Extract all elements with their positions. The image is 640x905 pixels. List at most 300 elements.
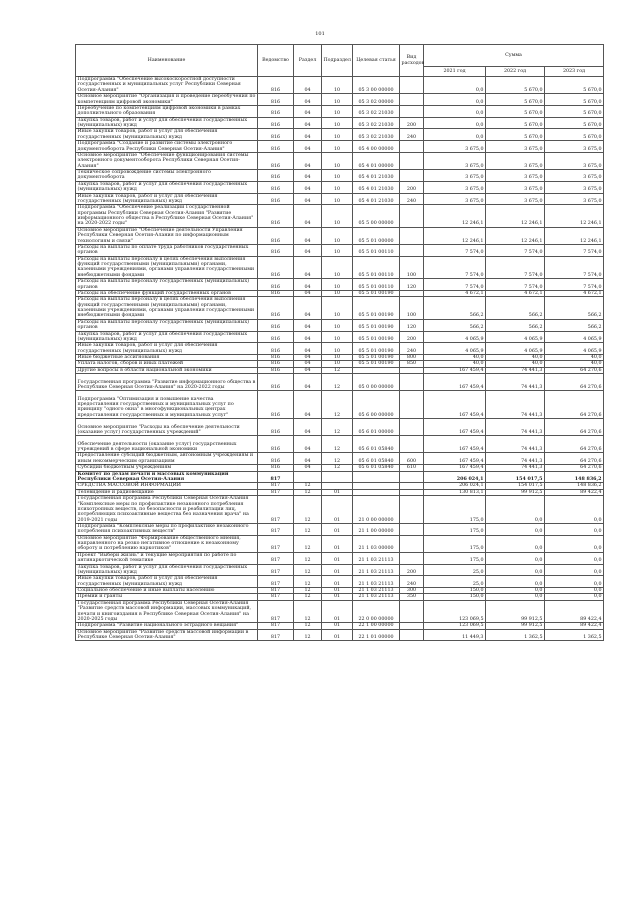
cell-sum-year-2: 0,0 [486,564,545,576]
table-row [76,600,604,623]
cell-name: Подпрограмма "Комплексные меры по профилактике незаконного потребления психоактивных веществ" [76,523,258,535]
cell-name: Проект "Выбери жизнь" и текущие мероприятия по работе по антинаркотической тематике [76,552,258,564]
cell-subsection: 12 [322,367,353,373]
cell-expense-type [400,141,424,153]
cell-target: 05 4 01 00000 [353,152,400,169]
table-row [76,290,604,296]
cell-name: Расходы на выплаты по оплате труда работников государственных органов [76,244,258,256]
header-year-3: 2023 год [545,67,604,77]
cell-target: 05 5 01 00190 [353,355,400,361]
table-row [76,256,604,279]
cell-sum-year-2: 74 441,3 [486,436,545,453]
table-row [76,297,604,320]
cell-sum-year-1: 130 813,1 [424,489,486,495]
cell-subsection: 01 [322,564,353,576]
cell-sum-year-3: 64 270,6 [545,453,604,465]
cell-sum-year-2: 74 441,3 [486,367,545,373]
cell-sum-year-3: 0,0 [545,594,604,600]
cell-name: Телевидение и радиовещание [76,489,258,495]
cell-expense-type [400,523,424,535]
cell-ministry: 816 [258,343,294,355]
cell-sum-year-3: 40,0 [545,361,604,367]
cell-sum-year-2: 0,0 [486,496,545,524]
cell-subsection: 12 [322,374,353,391]
cell-ministry: 816 [258,374,294,391]
cell-section: 04 [294,129,322,141]
cell-name: Государственная программа Республики Северная Осетия-Алания "Развитие средств массовой информации, массовых коммуникаций, печати и книгоиздания в Республике Северная Осетия-Алания" на 2020-2025 годы [76,600,258,623]
cell-ministry: 816 [258,152,294,169]
cell-name: Закупка товаров, работ и услуг для обеспечения государственных (муниципальных) нужд [76,181,258,193]
header-target: Целевая статья [353,45,400,77]
cell-ministry: 816 [258,367,294,373]
cell-expense-type: 800 [400,355,424,361]
cell-sum-year-2: 3 675,0 [486,181,545,193]
cell-target: 21 1 03 21113 [353,552,400,564]
cell-sum-year-1: 25,0 [424,576,486,588]
cell-subsection: 10 [322,290,353,296]
cell-sum-year-3: 64 270,6 [545,419,604,436]
cell-sum-year-1: 167 459,4 [424,367,486,373]
cell-section: 12 [294,489,322,495]
cell-sum-year-1: 175,0 [424,552,486,564]
cell-ministry: 816 [258,419,294,436]
cell-ministry: 816 [258,391,294,419]
cell-ministry: 816 [258,465,294,471]
cell-section: 04 [294,374,322,391]
cell-sum-year-2: 4 065,9 [486,343,545,355]
cell-section: 04 [294,117,322,129]
page-number: 101 [315,31,325,37]
cell-ministry: 817 [258,576,294,588]
cell-sum-year-2: 74 441,3 [486,374,545,391]
cell-sum-year-3: 3 675,0 [545,152,604,169]
cell-subsection: 01 [322,594,353,600]
cell-sum-year-1: 123 069,5 [424,600,486,623]
cell-ministry: 816 [258,290,294,296]
cell-sum-year-3: 64 270,6 [545,436,604,453]
cell-expense-type [400,535,424,552]
cell-sum-year-2: 74 441,3 [486,465,545,471]
cell-subsection: 10 [322,256,353,279]
table-row [76,471,604,483]
cell-ministry: 816 [258,297,294,320]
table-row [76,279,604,291]
cell-subsection: 12 [322,391,353,419]
cell-subsection: 01 [322,496,353,524]
cell-sum-year-3: 12 246,1 [545,205,604,228]
cell-ministry: 817 [258,594,294,600]
cell-section: 04 [294,227,322,244]
cell-expense-type: 120 [400,279,424,291]
cell-ministry: 817 [258,629,294,641]
cell-target: 05 5 01 00000 [353,227,400,244]
cell-subsection: 12 [322,436,353,453]
cell-target: 21 1 03 00000 [353,535,400,552]
cell-ministry: 816 [258,77,294,94]
cell-ministry: 816 [258,181,294,193]
header-year-2: 2022 год [486,67,545,77]
cell-target: 05 5 01 00110 [353,279,400,291]
cell-name: Основное мероприятие "Организация и проведение переобучения по компетенциям цифровой экономики" [76,94,258,106]
cell-name: Основное мероприятие "Формирование общественного мнения, направленного на резко негативное отношение к незаконному обороту и потреблению наркотиков" [76,535,258,552]
cell-name: Государственная программа Республики Северная Осетия-Алания "Комплексные меры по профилактике незаконного потребления психотропных веществ, по безопасности и реабилитации лиц, потребляющих психоактивные вещества без назначения врача" на 2019-2021 годы [76,496,258,524]
cell-sum-year-1: 40,0 [424,361,486,367]
cell-section: 12 [294,523,322,535]
cell-name: Уплата налогов, сборов и иных платежей [76,361,258,367]
cell-name: Основное мероприятие "Обеспечение деятельности Управления Республики Северная Осетия-Алания по информационным технологиям и связи" [76,227,258,244]
cell-expense-type: 850 [400,361,424,367]
cell-sum-year-2: 3 675,0 [486,193,545,205]
cell-section: 04 [294,105,322,117]
cell-ministry: 817 [258,552,294,564]
cell-name: Подпрограмма "Оптимизация и повышение качества предоставления государственных и муниципальных услуг по принципу "одного окна" в многофункциональных центрах предоставления государственных и муниципальных услуг" [76,391,258,419]
cell-expense-type [400,436,424,453]
cell-subsection: 12 [322,419,353,436]
cell-target: 05 6 01 05840 [353,465,400,471]
cell-section: 12 [294,594,322,600]
table-row [76,244,604,256]
cell-ministry: 816 [258,193,294,205]
cell-expense-type: 600 [400,453,424,465]
cell-ministry: 816 [258,319,294,331]
cell-subsection: 10 [322,361,353,367]
cell-name: Иные закупки товаров, работ и услуг для обеспечения государственных (муниципальных) нужд [76,576,258,588]
cell-sum-year-3: 4 065,9 [545,331,604,343]
cell-name: Подпрограмма "Обеспечение реализации Государственной программы Республики Северная Осетия-Алания "Развитие информационного общества в Республике Северная Осетия-Алания" на 2020-2022 годы" [76,205,258,228]
cell-sum-year-2: 0,0 [486,552,545,564]
cell-subsection: 10 [322,244,353,256]
cell-name: Закупка товаров, работ и услуг для обеспечения государственных (муниципальных) нужд [76,117,258,129]
cell-sum-year-1: 7 574,0 [424,256,486,279]
cell-subsection: 10 [322,105,353,117]
cell-subsection: 01 [322,576,353,588]
cell-sum-year-3: 0,0 [545,576,604,588]
cell-sum-year-3: 5 670,0 [545,77,604,94]
table-row [76,331,604,343]
cell-sum-year-3: 3 675,0 [545,141,604,153]
cell-target: 05 5 01 00110 [353,244,400,256]
cell-subsection: 10 [322,331,353,343]
cell-sum-year-2: 74 441,3 [486,391,545,419]
cell-name: Расходы на обеспечение функций государственных органов [76,290,258,296]
cell-expense-type [400,77,424,94]
cell-sum-year-3: 5 670,0 [545,129,604,141]
cell-section: 04 [294,297,322,320]
cell-name: Премии и гранты [76,594,258,600]
cell-sum-year-3: 1 362,5 [545,629,604,641]
cell-sum-year-2: 4 672,1 [486,290,545,296]
cell-sum-year-2: 99 912,5 [486,623,545,629]
cell-section: 04 [294,181,322,193]
cell-section: 12 [294,600,322,623]
cell-subsection: 10 [322,170,353,182]
cell-section: 12 [294,576,322,588]
cell-name: Субсидии бюджетным учреждениям [76,465,258,471]
cell-name: Техническое сопровождение системы электронного документооборота [76,170,258,182]
cell-subsection: 01 [322,629,353,641]
cell-subsection: 12 [322,453,353,465]
cell-section: 04 [294,279,322,291]
cell-ministry: 817 [258,496,294,524]
cell-section: 04 [294,391,322,419]
cell-expense-type: 240 [400,129,424,141]
cell-ministry: 816 [258,205,294,228]
cell-ministry: 816 [258,436,294,453]
cell-sum-year-2: 74 441,3 [486,453,545,465]
cell-target: 22 1 01 00000 [353,629,400,641]
cell-sum-year-2: 5 670,0 [486,77,545,94]
cell-expense-type: 100 [400,297,424,320]
cell-sum-year-2: 566,2 [486,319,545,331]
cell-expense-type: 240 [400,193,424,205]
cell-sum-year-3: 4 672,1 [545,290,604,296]
cell-section: 12 [294,564,322,576]
cell-name: Иные закупки товаров, работ и услуг для обеспечения государственных (муниципальных) нужд [76,129,258,141]
cell-sum-year-3: 566,2 [545,297,604,320]
cell-subsection: 10 [322,181,353,193]
table-row [76,105,604,117]
cell-sum-year-3: 3 675,0 [545,181,604,193]
cell-name: Основное мероприятие "Обеспечение функционирования системы электронного документооборота Республики Северная Осетия-Алания" [76,152,258,169]
cell-target: 05 4 01 21030 [353,170,400,182]
cell-expense-type [400,170,424,182]
cell-expense-type: 350 [400,594,424,600]
cell-expense-type: 610 [400,465,424,471]
cell-ministry: 817 [258,489,294,495]
cell-expense-type [400,244,424,256]
cell-sum-year-3: 7 574,0 [545,244,604,256]
cell-sum-year-3: 5 670,0 [545,117,604,129]
cell-name: Обеспечение деятельности (оказание услуг) государственных учреждений в сфере национальной экономики [76,436,258,453]
cell-ministry: 817 [258,523,294,535]
cell-target: 05 6 01 05840 [353,453,400,465]
cell-section: 04 [294,94,322,106]
cell-ministry: 816 [258,129,294,141]
cell-sum-year-1: 167 459,4 [424,374,486,391]
cell-subsection: 10 [322,355,353,361]
table-row [76,564,604,576]
cell-target: 05 6 01 00000 [353,419,400,436]
cell-ministry: 817 [258,600,294,623]
table-row [76,535,604,552]
cell-subsection: 12 [322,465,353,471]
cell-sum-year-3: 0,0 [545,552,604,564]
cell-section: 12 [294,588,322,594]
cell-target: 05 6 00 00000 [353,391,400,419]
cell-sum-year-1: 175,0 [424,496,486,524]
cell-sum-year-1: 566,2 [424,297,486,320]
cell-section: 04 [294,256,322,279]
cell-ministry: 817 [258,471,294,483]
cell-expense-type [400,471,424,483]
table-row [76,436,604,453]
cell-name: Предоставление субсидий бюджетным, автономным учреждениям и иным некоммерческим организациям [76,453,258,465]
cell-subsection: 10 [322,279,353,291]
cell-sum-year-1: 3 675,0 [424,181,486,193]
cell-sum-year-1: 123 069,5 [424,623,486,629]
cell-section: 12 [294,535,322,552]
table-row [76,319,604,331]
cell-name: Иные бюджетные ассигнования [76,355,258,361]
header-section: Раздел [294,45,322,77]
cell-section: 04 [294,465,322,471]
cell-sum-year-2: 1 362,5 [486,629,545,641]
cell-target: 05 3 02 21030 [353,117,400,129]
cell-sum-year-2: 0,0 [486,523,545,535]
table-row [76,205,604,228]
cell-sum-year-1: 150,0 [424,594,486,600]
cell-name: Закупка товаров, работ и услуг для обеспечения государственных (муниципальных) нужд [76,331,258,343]
cell-ministry: 816 [258,141,294,153]
cell-sum-year-2: 7 574,0 [486,244,545,256]
cell-target: 05 4 01 21030 [353,181,400,193]
table-row [76,629,604,641]
cell-target: 05 3 02 21030 [353,105,400,117]
cell-expense-type [400,496,424,524]
cell-sum-year-3: 40,0 [545,355,604,361]
cell-sum-year-3: 64 270,6 [545,465,604,471]
cell-subsection: 01 [322,523,353,535]
cell-expense-type: 240 [400,343,424,355]
table-row [76,77,604,94]
cell-ministry: 816 [258,453,294,465]
cell-ministry: 816 [258,355,294,361]
cell-target: 22 1 00 00000 [353,623,400,629]
table-body [76,77,604,641]
cell-subsection: 10 [322,227,353,244]
cell-sum-year-1: 167 459,4 [424,419,486,436]
cell-section: 04 [294,343,322,355]
table-row [76,181,604,193]
cell-target: 05 6 01 05840 [353,436,400,453]
cell-expense-type [400,552,424,564]
cell-name: Подпрограмма "Развитие национального эстрадного вещания" [76,623,258,629]
cell-ministry: 817 [258,483,294,489]
cell-sum-year-1: 7 574,0 [424,244,486,256]
cell-expense-type [400,419,424,436]
cell-name: Расходы на выплаты персоналу государственных (муниципальных) органов [76,319,258,331]
table-row [76,227,604,244]
cell-sum-year-2: 5 670,0 [486,117,545,129]
cell-sum-year-2: 3 675,0 [486,141,545,153]
cell-sum-year-3: 0,0 [545,523,604,535]
table-row [76,193,604,205]
cell-sum-year-3: 7 574,0 [545,256,604,279]
cell-expense-type: 240 [400,576,424,588]
cell-sum-year-3: 4 065,9 [545,343,604,355]
header-sums: Сумма [424,45,604,67]
cell-sum-year-1: 206 024,1 [424,471,486,483]
cell-sum-year-3: 148 836,2 [545,483,604,489]
cell-sum-year-2: 40,0 [486,361,545,367]
cell-sum-year-1: 40,0 [424,355,486,361]
table-row [76,576,604,588]
cell-name: Иные закупки товаров, работ и услуг для обеспечения государственных (муниципальных) нужд [76,343,258,355]
cell-sum-year-1: 0,0 [424,129,486,141]
cell-sum-year-2: 99 912,5 [486,489,545,495]
cell-name: Комитет по делам печати и массовых коммуникаций Республики Северная Осетия-Алания [76,471,258,483]
cell-target: 05 3 02 21030 [353,129,400,141]
cell-sum-year-3: 566,2 [545,319,604,331]
cell-subsection [322,471,353,483]
table-row [76,129,604,141]
cell-ministry: 816 [258,170,294,182]
cell-ministry: 816 [258,227,294,244]
cell-sum-year-1: 0,0 [424,77,486,94]
cell-ministry: 816 [258,361,294,367]
cell-sum-year-2: 12 246,1 [486,227,545,244]
table-row [76,374,604,391]
cell-sum-year-2: 154 017,5 [486,483,545,489]
cell-subsection: 10 [322,77,353,94]
cell-expense-type: 200 [400,181,424,193]
cell-sum-year-3: 5 670,0 [545,94,604,106]
cell-sum-year-1: 0,0 [424,94,486,106]
cell-subsection: 10 [322,129,353,141]
cell-sum-year-3: 89 422,4 [545,600,604,623]
cell-ministry: 816 [258,244,294,256]
cell-sum-year-3: 0,0 [545,564,604,576]
cell-sum-year-2: 12 246,1 [486,205,545,228]
cell-section: 04 [294,244,322,256]
cell-sum-year-3: 89 422,4 [545,489,604,495]
cell-sum-year-3: 7 574,0 [545,279,604,291]
cell-sum-year-1: 25,0 [424,564,486,576]
cell-sum-year-1: 3 675,0 [424,141,486,153]
table-row [76,552,604,564]
cell-expense-type [400,600,424,623]
cell-subsection: 10 [322,319,353,331]
cell-target: 21 1 03 21113 [353,588,400,594]
cell-sum-year-3: 64 270,6 [545,367,604,373]
cell-ministry: 816 [258,279,294,291]
cell-section: 04 [294,170,322,182]
cell-section: 04 [294,331,322,343]
cell-name: Расходы на выплаты персоналу в целях обеспечения выполнения функций государственными (муниципальными) органами, казенными учреждениями, органами управления государственными внебюджетными фондами [76,256,258,279]
cell-target: 22 0 00 00000 [353,600,400,623]
table-row [76,391,604,419]
cell-section: 04 [294,355,322,361]
cell-section: 04 [294,152,322,169]
cell-subsection: 10 [322,297,353,320]
table-row [76,419,604,436]
cell-section: 12 [294,629,322,641]
cell-sum-year-2: 0,0 [486,588,545,594]
header-name: Наименование [76,45,258,77]
cell-subsection: 10 [322,205,353,228]
table-row [76,496,604,524]
cell-expense-type: 120 [400,319,424,331]
cell-sum-year-1: 167 459,4 [424,453,486,465]
cell-ministry: 817 [258,564,294,576]
cell-sum-year-2: 5 670,0 [486,94,545,106]
cell-section: 04 [294,367,322,373]
cell-subsection: 10 [322,141,353,153]
cell-sum-year-1: 167 459,4 [424,465,486,471]
cell-target: 21 0 00 00000 [353,496,400,524]
cell-name: Расходы на выплаты персоналу государственных (муниципальных) органов [76,279,258,291]
cell-sum-year-1: 206 024,1 [424,483,486,489]
cell-ministry: 816 [258,105,294,117]
cell-name: Расходы на выплаты персоналу в целях обеспечения выполнения функций государственными (муниципальными) органами, казенными учреждениями, органами управления государственными внебюджетными фондами [76,297,258,320]
cell-subsection: 10 [322,152,353,169]
cell-target [353,471,400,483]
cell-sum-year-2: 74 441,3 [486,419,545,436]
cell-section: 04 [294,436,322,453]
cell-name: Подпрограмма "Создание и развитие системы электронного документооборота Республики Северная Осетия-Алания" [76,141,258,153]
cell-sum-year-3: 0,0 [545,535,604,552]
table-header [76,45,604,77]
